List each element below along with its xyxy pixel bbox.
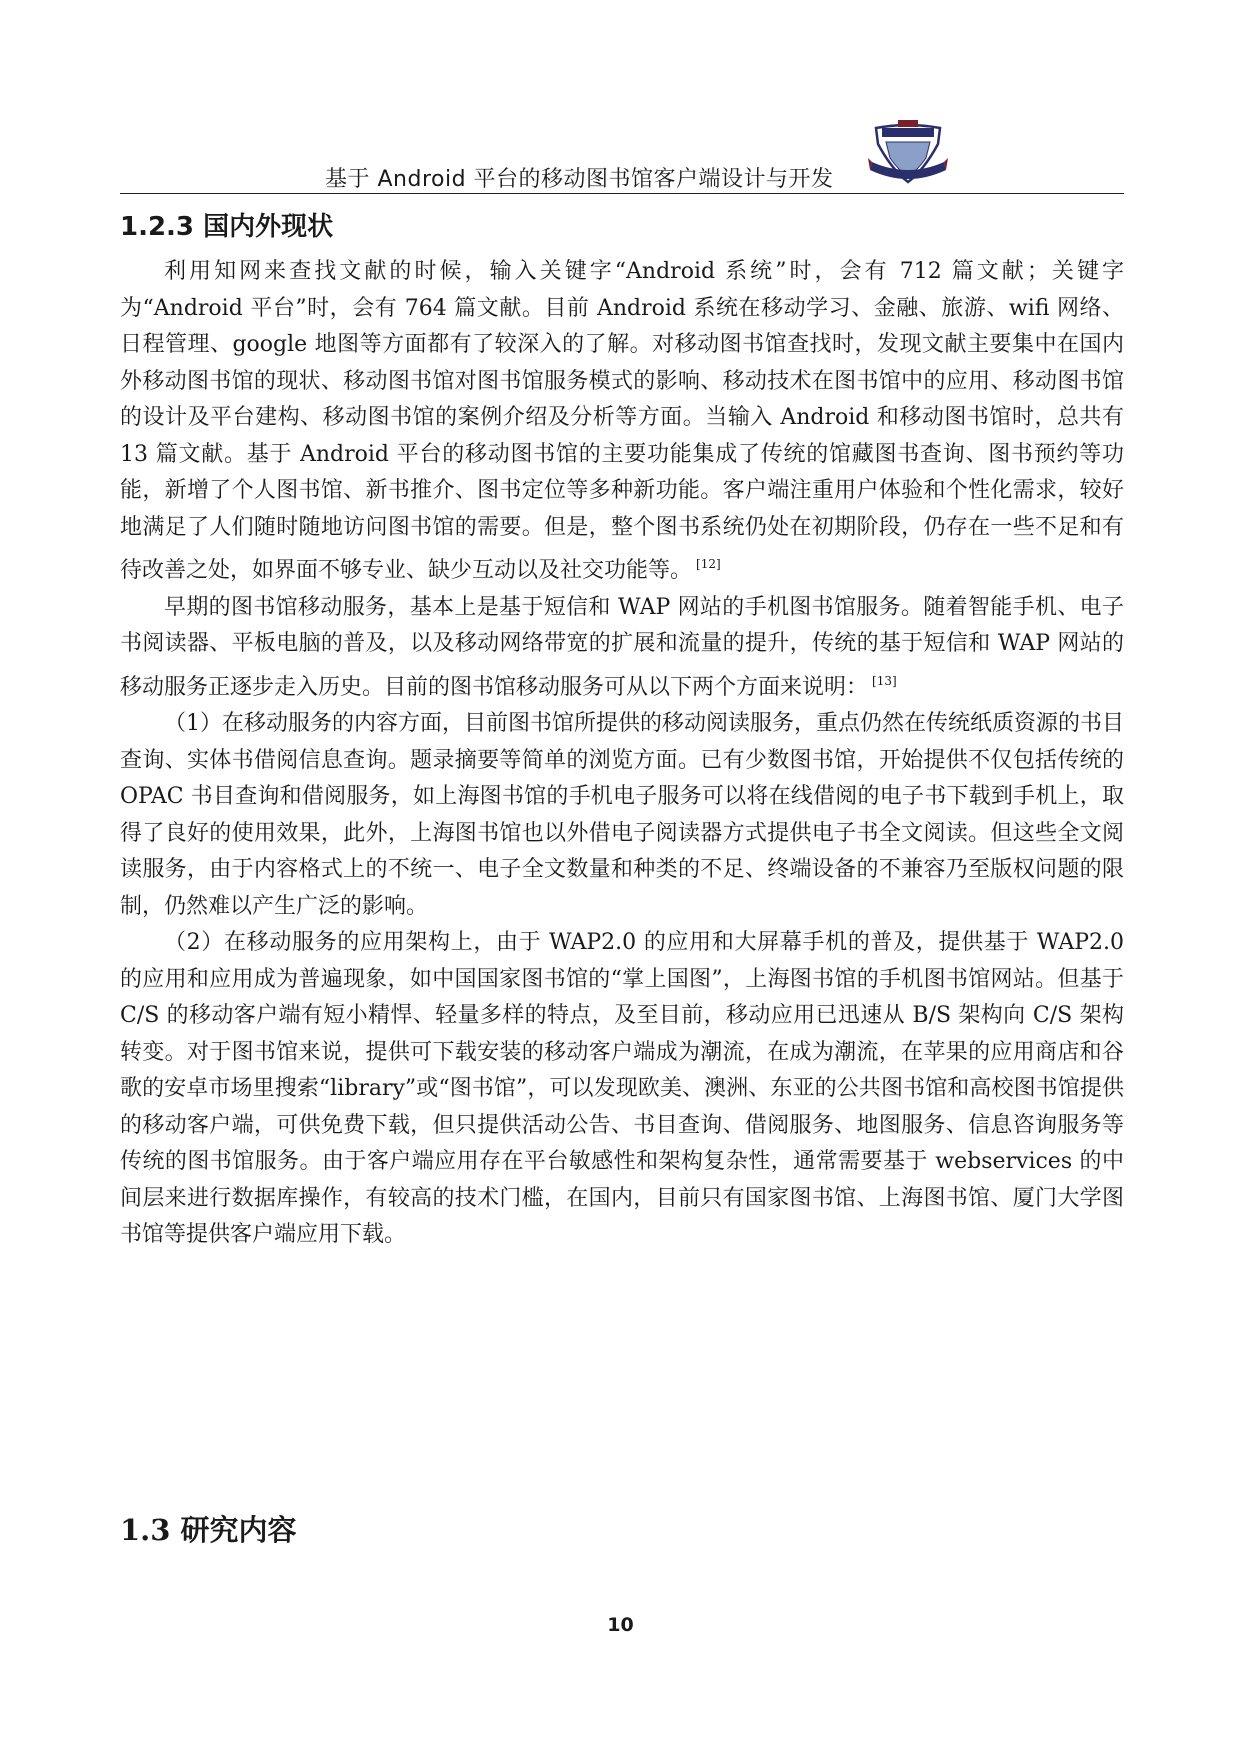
page-number: 10 (607, 1614, 634, 1636)
citation: [12] (696, 557, 721, 571)
citation: [13] (872, 673, 897, 688)
paragraph-text: 早期的图书馆移动服务，基本上是基于短信和 WAP 网站的手机图书馆服务。随着智能手机、电子书阅读器、平板电脑的普及，以及移动网络带宽的扩展和流量的提升，传统的基于短信和 WAP 网站的移动服务正逐步走入历史。目前的图书馆移动服务可从以下两个方面来说明： (120, 594, 1124, 700)
paragraph (120, 590, 1124, 707)
paragraph-text: （1）在移动服务的内容方面，目前图书馆所提供的移动阅读服务，重点仍然在传统纸质资源的书目查询、实体书借阅信息查询。题录摘要等简单的浏览方面。已有少数图书馆，开始提供不仅包括传统的 OPAC 书目查询和借阅服务，如上海图书馆的手机电子服务可以将在线借阅的电子书下载到手机上，取得了良好的使用效果，此外，上海图书馆也以外借电子阅读器方式提供电子书全文阅读。但这些全文阅读服务，由于内容格式上的不统一、电子全文数量和种类的不足、终端设备的不兼容乃至版权问题的限制，仍然难以产生广泛的影响。 (120, 711, 1125, 919)
paragraph-text: 利用知网来查找文献的时候，输入关键字“Android 系统”时，会有 712 篇文献；关键字为“Android 平台”时，会有 764 篇文献。目前 Android 系统在移动学习、金融、旅游、wifi 网络、日程管理、google 地图等方面都有了较深入的了解。对移动图书馆查找时，发现文献主要集中在国内外移动图书馆的现状、移动图书馆对图书馆服务模式的影响、移动技术在图书馆中的应用、移动图书馆的设计及平台建构、移动图书馆的案例介绍及分析等方面。当输入 Android 和移动图书馆时，总共有 13 篇文献。基于 Android 平台的移动图书馆的主要功能集成了传统的馆藏图书查询、图书预约等功能，新增了个人图书馆、新书推介、图书定位等多种新功能。客户端注重用户体验和个性化需求，较好地满足了人们随时随地访问图书馆的需要。但是，整个图书系统仍处在初期阶段，仍存在一些不足和有待改善之处，如界面不够专业、缺少互动以及社交功能等。 (120, 259, 1124, 583)
section-heading-1-2-3: 1.2.3 国内外现状 (120, 212, 334, 242)
body-text (120, 254, 1124, 1254)
page-header (120, 100, 1124, 196)
running-header-title: 基于 Android 平台的移动图书馆客户端设计与开发 (325, 167, 834, 192)
header-divider (120, 193, 1124, 194)
paragraph (120, 706, 1124, 925)
section-heading-1-3: 1.3 研究内容 (120, 1513, 297, 1547)
paragraph (120, 254, 1124, 590)
university-shield-logo-icon (868, 118, 948, 186)
paragraph (120, 925, 1124, 1254)
paragraph-text: （2）在移动服务的应用架构上，由于 WAP2.0 的应用和大屏幕手机的普及，提供基于 WAP2.0 的应用和应用成为普遍现象，如中国国家图书馆的“掌上国图”，上海图书馆的手机图书馆网站。但基于 C/S 的移动客户端有短小精悍、轻量多样的特点，及至目前，移动应用已迅速从 B/S 架构向 C/S 架构转变。对于图书馆来说，提供可下载安装的移动客户端成为潮流，在成为潮流，在苹果的应用商店和谷歌的安卓市场里搜索“library”或“图书馆”，可以发现欧美、澳洲、东亚的公共图书馆和高校图书馆提供的移动客户端，可供免费下载，但只提供活动公告、书目查询、借阅服务、地图服务、信息咨询服务等传统的图书馆服务。由于客户端应用存在平台敏感性和架构复杂性，通常需要基于 webservices 的中间层来进行数据库操作，有较高的技术门槛，在国内，目前只有国家图书馆、上海图书馆、厦门大学图书馆等提供客户端应用下载。 (120, 930, 1124, 1247)
